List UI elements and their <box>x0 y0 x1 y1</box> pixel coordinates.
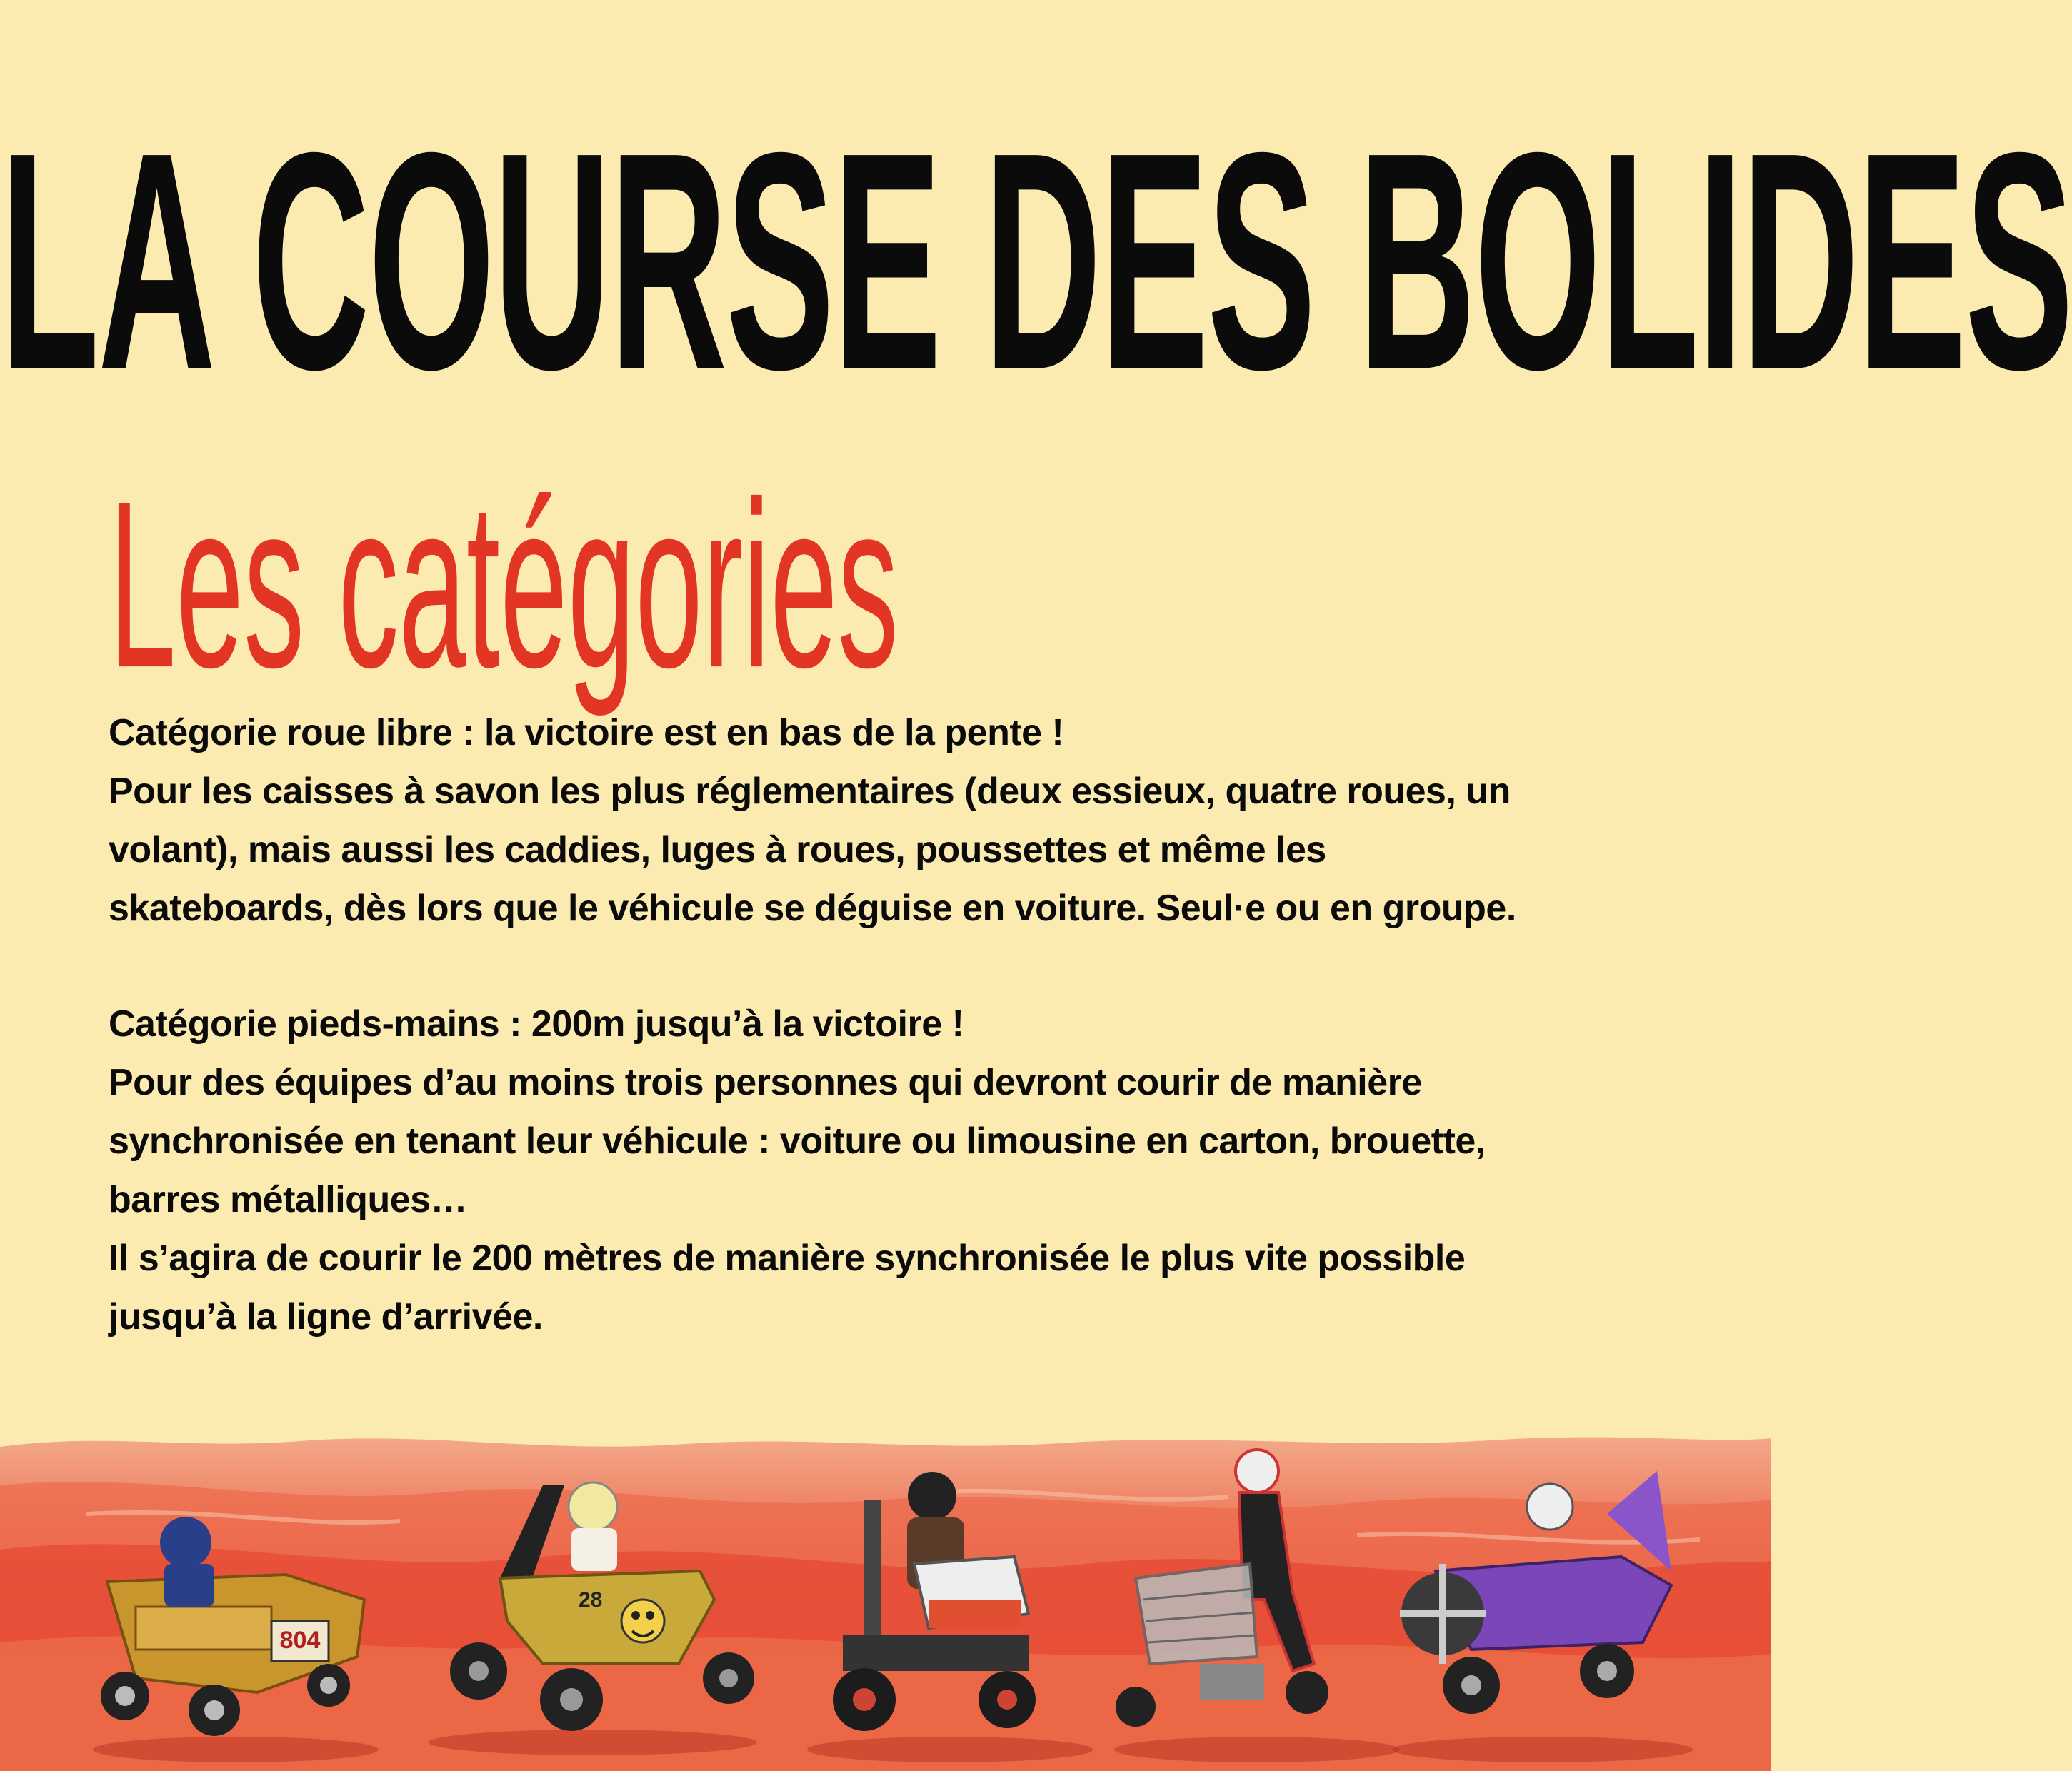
category-roue-libre <box>109 703 1694 938</box>
category-text-line: Pour des équipes d’au moins trois personnes qui devront courir de manière <box>109 1062 1422 1103</box>
category-text-line: Pour les caisses à savon les plus réglementaires (deux essieux, quatre roues, un <box>109 771 1511 812</box>
section-subtitle: Les catégories <box>109 453 899 718</box>
category-text-line: skateboards, dès lors que le véhicule se déguise en voiture. Seul·e ou en groupe. <box>109 888 1516 929</box>
landscape-illustration <box>0 1428 1771 1771</box>
cart-number-label: 804 <box>279 1627 321 1654</box>
category-text-line: volant), mais aussi les caddies, luges à roues, poussettes et même les <box>109 829 1326 871</box>
category-text-line: Il s’agira de courir le 200 mètres de manière synchronisée le plus vite possible <box>109 1238 1466 1279</box>
cart-number-label: 28 <box>579 1588 603 1612</box>
category-pieds-mains <box>109 995 1694 1346</box>
category-heading: Catégorie pieds-mains : 200m jusqu’à la victoire ! <box>109 1003 964 1045</box>
category-heading: Catégorie roue libre : la victoire est en bas de la pente ! <box>109 712 1064 753</box>
category-text-line: synchronisée en tenant leur véhicule : voiture ou limousine en carton, brouette, <box>109 1120 1486 1162</box>
category-text-line: jusqu’à la ligne d’arrivée. <box>109 1296 543 1338</box>
page-title: LA COURSE DES BOLIDES <box>0 89 2072 435</box>
category-text-line: barres métalliques… <box>109 1179 468 1220</box>
